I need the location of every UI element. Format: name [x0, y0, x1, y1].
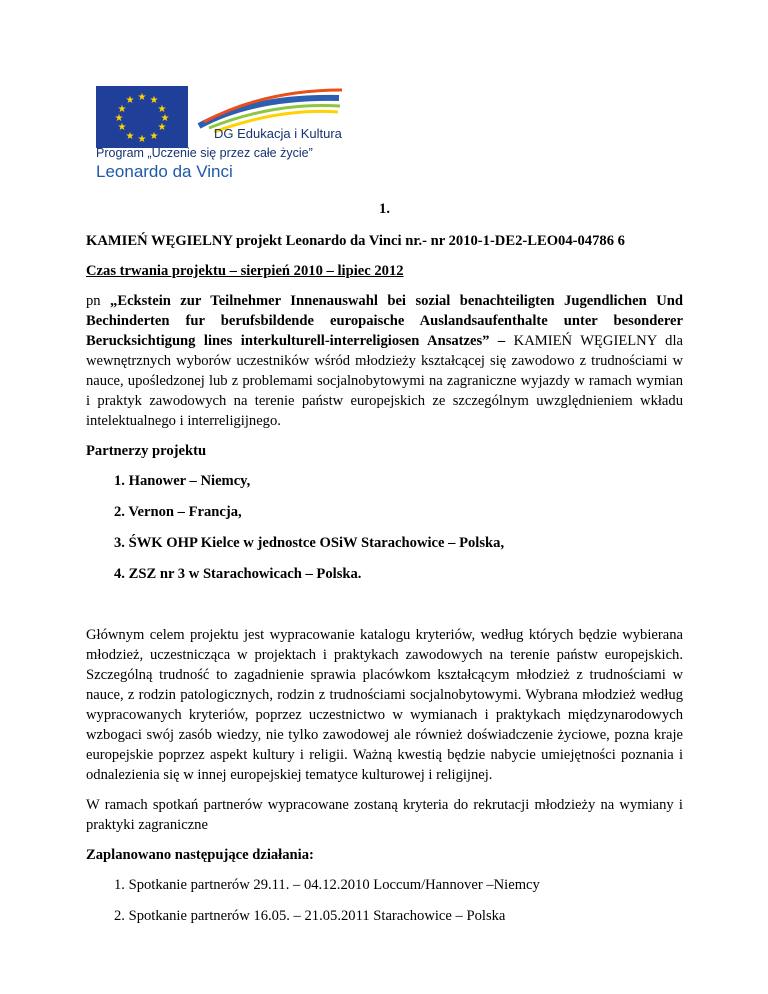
svg-text:★: ★	[157, 104, 167, 115]
svg-text:★: ★	[114, 113, 124, 124]
activities-list	[86, 875, 683, 926]
svg-text:★: ★	[117, 122, 127, 133]
meetings-paragraph: W ramach spotkań partnerów wypracowane zostaną kryteria do rekrutacji młodzieży na wymiany i praktyki zagraniczne	[86, 797, 683, 833]
document-title: KAMIEŃ WĘGIELNY projekt Leonardo da Vinci nr.- nr 2010-1-DE2-LEO04-04786 6	[86, 233, 625, 249]
leonardo-label: Leonardo da Vinci	[96, 162, 233, 181]
list-item: 2. Vernon – Francja,	[114, 504, 242, 520]
project-duration: Czas trwania projektu – sierpień 2010 – lipiec 2012	[86, 263, 404, 279]
list-item: 2. Spotkanie partnerów 16.05. – 21.05.2011 Starachowice – Polska	[114, 908, 506, 924]
intro-prefix: pn	[86, 293, 111, 309]
svg-text:★: ★	[137, 92, 147, 103]
leonardo-logo	[96, 86, 346, 186]
document-body	[86, 199, 683, 937]
list-item: 1. Spotkanie partnerów 29.11. – 04.12.2010 Loccum/Hannover –Niemcy	[114, 877, 540, 893]
intro-paragraph	[86, 291, 683, 431]
list-item: 4. ZSZ nr 3 w Starachowicach – Polska.	[114, 566, 362, 582]
activities-heading: Zaplanowano następujące działania:	[86, 847, 314, 863]
intro-rest: KAMIEŃ WĘGIELNY dla wewnętrznych wyborów uczestników wśród młodzieży kształcącej się zawodowo z trudnościami w nauce, upośledzonej lub z problemami socjalnobytowymi na zagraniczne wyjazdy w ramach wymian i praktyk zawodowych na terenie państw europejskich ze szczególnym uwzględnieniem wkładu intelektualnego i interreligijnego.	[86, 333, 683, 429]
svg-text:★: ★	[149, 95, 159, 106]
section-number: 1.	[379, 201, 390, 217]
svg-text:★: ★	[125, 95, 135, 106]
partners-list	[86, 471, 683, 584]
svg-text:★: ★	[117, 104, 127, 115]
main-paragraph: Głównym celem projektu jest wypracowanie katalogu kryteriów, według których będzie wybierana młodzież, uczestnicząca w projektach i praktykach zawodowych na terenie państw europejskich. Szczególną trudność to zagadnienie sprawia placówkom kształcącym młodzież z trudnościami w nauce, z rodzin patologicznych, rodzin z trudnościami socjalnobytowymi. Wybrana młodzież według wypracowanych kryteriów, poprzez uczestnictwo w wymianach i praktykach międzynarodowych wzbogaci swój zasób wiedzy, nie tylko zawodowej ale również doświadczenie życiowe, pozna kraje europejskie poprzez aspekt kultury i religii. Ważną kwestią będzie nabycie umiejętności poznania i odnalezienia się w innej europejskiej tematyce kulturowej i religijnej.	[86, 627, 683, 783]
intro-german-title: „Eckstein zur Teilnehmer Innenauswahl bei sozial benachteiligten Jugendlichen Und Bechinderten fur berufsbildende europaische Auslandsaufenthalte unter besonderer Berucksichtigung lines interkulturell-interreligiosen Ansatzes” –	[86, 293, 683, 349]
svg-text:★: ★	[137, 134, 147, 145]
list-item: 3. ŚWK OHP Kielce w jednostce OSiW Starachowice – Polska,	[114, 535, 505, 551]
svg-text:★: ★	[157, 122, 167, 133]
program-label: Program „Uczenie się przez całe życie”	[96, 146, 313, 160]
svg-text:★: ★	[125, 131, 135, 142]
svg-text:★: ★	[149, 131, 159, 142]
eu-flag-icon	[96, 86, 188, 148]
dg-label: DG Edukacja i Kultura	[214, 126, 342, 141]
svg-text:★: ★	[160, 113, 170, 124]
list-item: 1. Hanower – Niemcy,	[114, 473, 251, 489]
partners-heading: Partnerzy projektu	[86, 443, 207, 459]
